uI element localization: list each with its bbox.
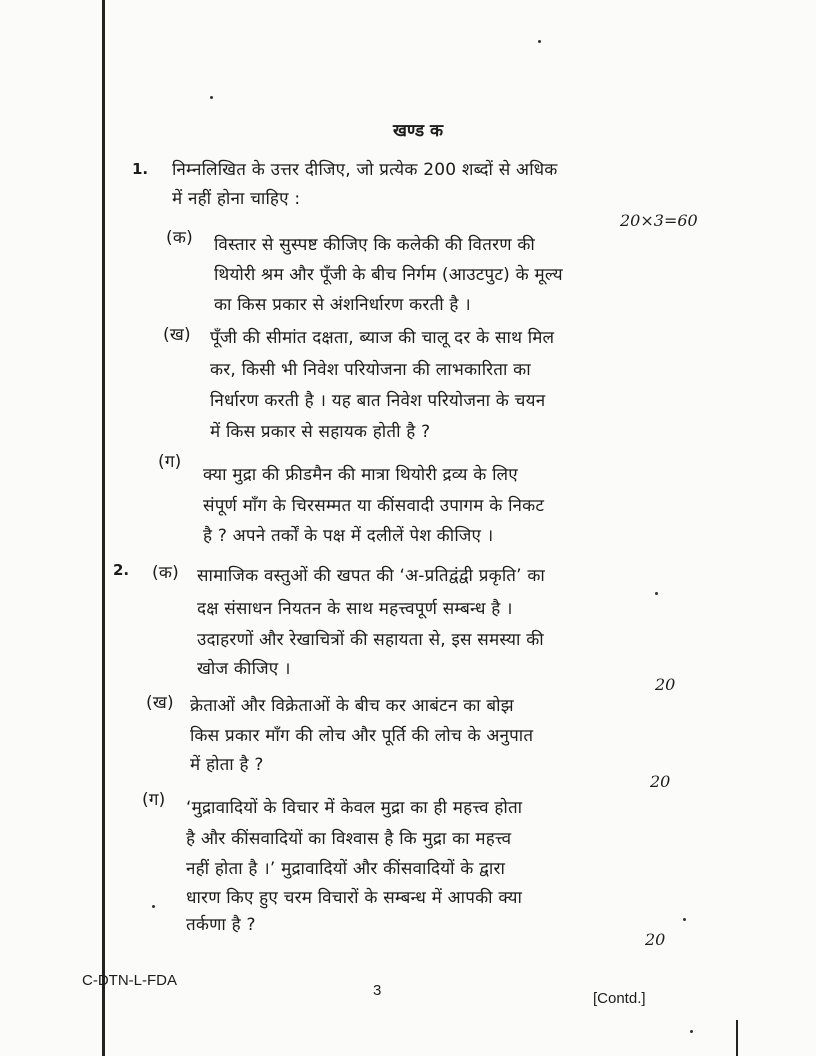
part-label: (ग) bbox=[142, 790, 166, 810]
part-line: थियोरी श्रम और पूँजी के बीच निर्गम (आउटपुट) के मूल्य bbox=[214, 265, 563, 285]
question-instruction-line: में नहीं होना चाहिए : bbox=[172, 189, 301, 209]
part-line: विस्तार से सुस्पष्ट कीजिए कि कलेकी की वितरण की bbox=[214, 235, 536, 255]
section-title: खण्ड क bbox=[392, 121, 444, 141]
marks: 20 bbox=[655, 675, 676, 694]
scan-speck bbox=[210, 96, 213, 99]
question-number: 2. bbox=[113, 561, 130, 579]
part-label: (क) bbox=[166, 228, 193, 248]
marks: 20 bbox=[645, 930, 666, 949]
part-label: (ख) bbox=[163, 325, 191, 345]
paper-code: C-DTN-L-FDA bbox=[82, 972, 177, 989]
part-line: क्रेताओं और विक्रेताओं के बीच कर आबंटन का बोझ bbox=[190, 696, 514, 716]
part-line: में होता है ? bbox=[190, 755, 264, 775]
scan-speck bbox=[690, 1030, 693, 1033]
part-line: तर्कणा है ? bbox=[186, 915, 256, 935]
scan-speck bbox=[538, 40, 541, 43]
page-number: 3 bbox=[373, 982, 382, 999]
part-label: (ख) bbox=[146, 693, 174, 713]
part-line: दक्ष संसाधन नियतन के साथ महत्त्वपूर्ण सम्बन्ध है । bbox=[197, 599, 513, 619]
marks: 20×3=60 bbox=[620, 211, 698, 230]
part-label: (ग) bbox=[158, 452, 182, 472]
part-line: उदाहरणों और रेखाचित्रों की सहायता से, इस समस्या की bbox=[197, 630, 544, 650]
part-line: ‘मुद्रावादियों के विचार में केवल मुद्रा का ही महत्त्व होता bbox=[186, 798, 523, 818]
question-number: 1. bbox=[132, 160, 149, 178]
scan-speck bbox=[655, 592, 658, 595]
scan-edge-line bbox=[736, 1020, 738, 1056]
part-line: क्या मुद्रा की फ्रीडमैन की मात्रा थियोरी द्रव्य के लिए bbox=[203, 465, 518, 485]
part-label: (क) bbox=[152, 563, 179, 583]
question-instruction-line: निम्नलिखित के उत्तर दीजिए, जो प्रत्येक 200 शब्दों से अधिक bbox=[172, 160, 558, 180]
part-line: पूँजी की सीमांत दक्षता, ब्याज की चालू दर के साथ मिल bbox=[210, 328, 555, 348]
part-line: है और कींसवादियों का विश्वास है कि मुद्रा का महत्त्व bbox=[186, 829, 512, 849]
part-line: सामाजिक वस्तुओं की खपत की ‘अ-प्रतिद्वंद्वी प्रकृति’ का bbox=[197, 566, 545, 586]
scan-speck bbox=[152, 905, 155, 908]
part-line: निर्धारण करती है । यह बात निवेश परियोजना के चयन bbox=[210, 391, 546, 411]
part-line: का किस प्रकार से अंशनिर्धारण करती है । bbox=[214, 295, 471, 315]
scan-edge-line bbox=[102, 0, 105, 1056]
part-line: नहीं होता है ।’ मुद्रावादियों और कींसवादियों के द्वारा bbox=[186, 859, 506, 879]
marks: 20 bbox=[650, 772, 671, 791]
part-line: किस प्रकार माँग की लोच और पूर्ति की लोच के अनुपात bbox=[190, 726, 534, 746]
continued-label: [Contd.] bbox=[593, 990, 646, 1007]
part-line: कर, किसी भी निवेश परियोजना की लाभकारिता का bbox=[210, 360, 531, 380]
part-line: खोज कीजिए । bbox=[197, 659, 291, 679]
scan-speck bbox=[683, 918, 686, 921]
part-line: में किस प्रकार से सहायक होती है ? bbox=[210, 422, 431, 442]
part-line: है ? अपने तर्कों के पक्ष में दलीलें पेश कीजिए । bbox=[203, 526, 494, 546]
part-line: संपूर्ण माँग के चिरसम्मत या कींसवादी उपागम के निकट bbox=[203, 496, 545, 516]
part-line: धारण किए हुए चरम विचारों के सम्बन्ध में आपकी क्या bbox=[186, 888, 523, 908]
